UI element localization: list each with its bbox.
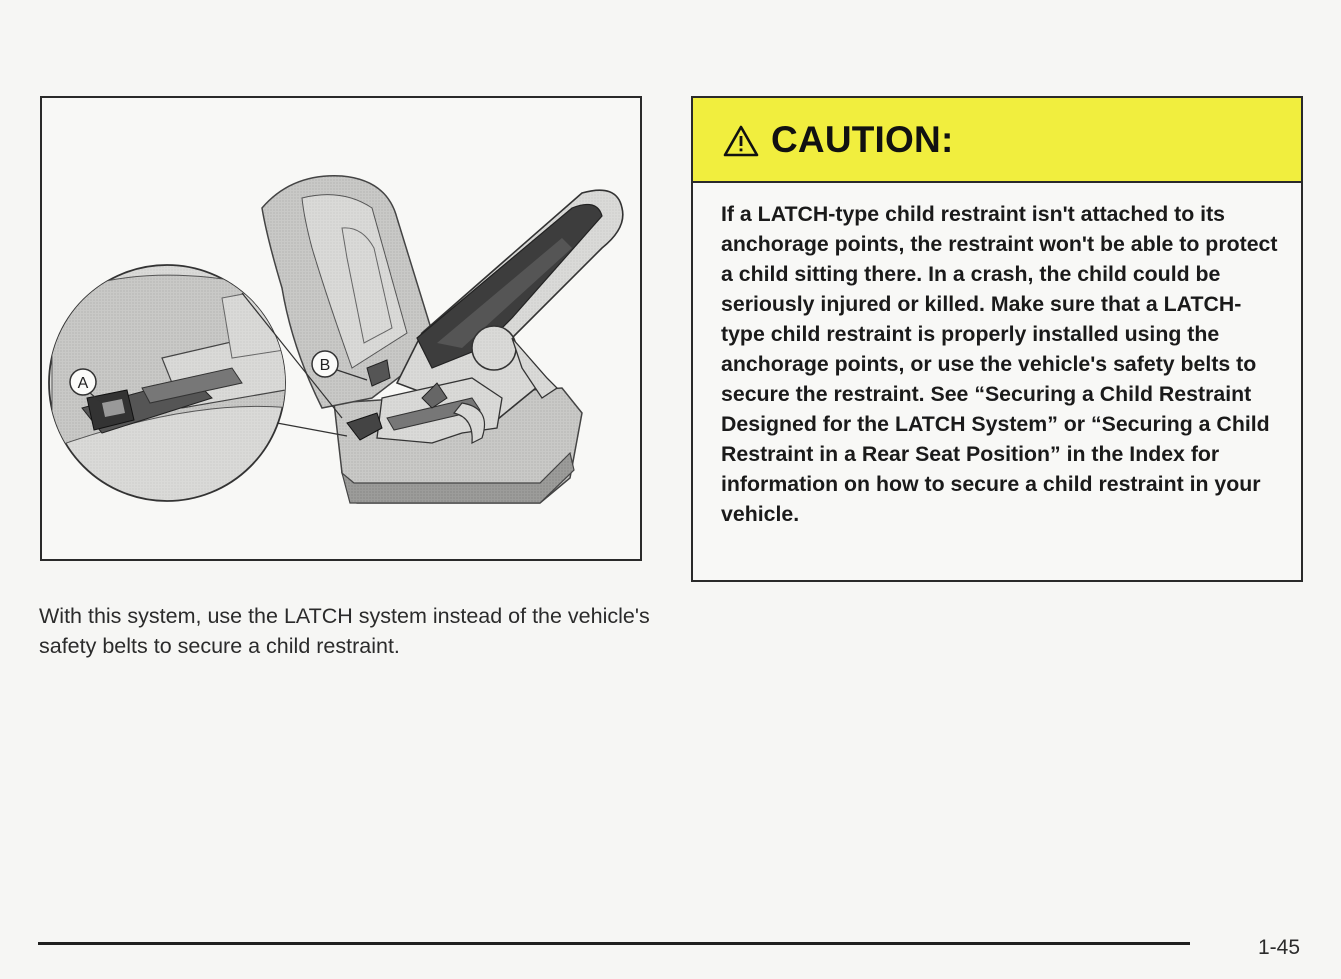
child-seat-latch-illustration bbox=[42, 98, 640, 559]
figure-caption: With this system, use the LATCH system instead of the vehicle's safety belts to secure a child restraint. bbox=[39, 604, 650, 658]
footer-rule bbox=[38, 942, 1190, 945]
latch-illustration-frame bbox=[40, 96, 642, 561]
svg-text:A: A bbox=[77, 375, 89, 392]
caution-box bbox=[691, 96, 1303, 582]
page-number: 1-45 bbox=[1258, 936, 1301, 959]
caution-title: CAUTION: bbox=[771, 118, 954, 160]
caution-header bbox=[693, 98, 1301, 183]
caution-body-text: If a LATCH-type child restraint isn't attached to its anchorage points, the restraint won't be able to protect a child sitting there. In a crash, the child could be seriously injured or killed. Make sure that a LATCH-type child restraint is properly installed using the anchorage points, or use the vehicle's safety belts to secure the restraint. See “Securing a Child Restraint Designed for the LATCH System” or “Securing a Child Restraint in a Rear Seat Position” in the Index for information on how to secure a child restraint in your vehicle. bbox=[721, 202, 1278, 526]
warning-triangle-icon bbox=[723, 125, 759, 157]
svg-text:B: B bbox=[319, 357, 331, 374]
